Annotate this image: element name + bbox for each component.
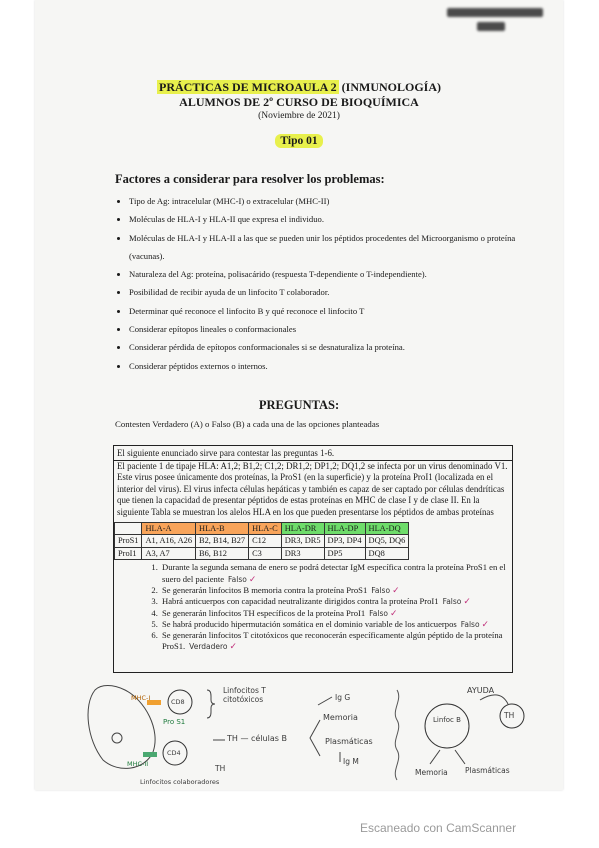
factor-item: • Considerar epítopos lineales o conformacionales	[129, 320, 549, 338]
handwritten-answer: Falso	[442, 597, 462, 607]
label-pros1: Pro S1	[163, 718, 186, 726]
handwritten-answer: Falso	[228, 574, 247, 584]
factor-item: • Determinar qué reconoce el linfocito B y qué reconoce el linfocito T	[129, 302, 549, 320]
table-cell: DR3	[281, 547, 324, 560]
table-cell: DP3, DP4	[324, 535, 365, 548]
handwritten-answer: Falso	[460, 619, 480, 629]
question-item: 1. Durante la segunda semana de enero se podrá detectar IgM específica contra la proteína ProS1 en el suero del paciente Falso ✓	[160, 562, 512, 585]
bracket-b	[310, 720, 320, 756]
table-cell: A3, A7	[142, 547, 196, 560]
label-th-right: TH	[504, 711, 515, 720]
mhc2-marker	[143, 752, 157, 757]
label-th-cells: TH — células B	[227, 734, 287, 743]
table-cell: B2, B14, B27	[196, 535, 249, 548]
question-item: 4. Se generarán linfocitos TH específicos de la proteína ProI1 Falso ✓	[160, 608, 512, 619]
label-colab: Linfocitos colaboradores	[140, 778, 220, 786]
questions-title: PREGUNTAS:	[258, 398, 340, 412]
table-header: HLA-C	[249, 522, 282, 535]
factor-item: • Considerar péptidos externos o internos.	[129, 357, 549, 375]
scanned-page	[35, 0, 563, 790]
problem-statement: El paciente 1 de tipaje HLA: A1,2; B1,2; C1,2; DR1,2; DP1,2; DQ1,2 se infecta por un virus denominado V1. Este virus posee únicamente dos proteínas, la ProS1 (en la superficie) y la proteína ProI1 (localizada en el interior del virus). El virus infecta células hepáticas y también es capaz de ser captado por células dendríticas que tienen la capacidad de presentar péptidos de estas proteínas en MHC de clase I y de clase II. En la siguiente Tabla se muestran los alelos HLA en los que pueden presentarse los péptidos de ambas proteínas	[117, 460, 508, 517]
table-header: HLA-A	[142, 522, 196, 535]
factor-item: • Moléculas de HLA-I y HLA-II que expresa el individuo.	[129, 210, 549, 228]
doc-type: Tipo 01	[35, 135, 563, 147]
table-header: HLA-B	[196, 522, 249, 535]
question-item: 6. Se generarán linfocitos T citotóxicos que reconocerán específicamente algún péptido de la proteína ProS1. Verdadero ✓	[160, 630, 512, 653]
label-linf-t: Linfocitos T citotóxicos	[223, 686, 266, 704]
factor-item: • Naturaleza del Ag: proteína, polisacárido (respuesta T-dependiente o T-independiente).	[129, 265, 549, 283]
handwritten-answer: Verdadero	[189, 642, 228, 652]
b-cell-arrows	[430, 750, 465, 764]
label-memoria-right: Memoria	[415, 768, 448, 777]
label-plasmaticas-right: Plasmáticas	[465, 766, 510, 775]
label-mhc2: MHC-II	[127, 760, 149, 768]
ayuda-arrow	[480, 695, 508, 704]
label-mhc1: MHC-I	[131, 694, 151, 702]
b-cell	[425, 704, 469, 748]
handwritten-answer: Falso	[371, 585, 391, 595]
label-memoria: Memoria	[323, 713, 358, 722]
table-cell: DR3, DR5	[281, 535, 324, 548]
check-mark-icon: ✓	[248, 573, 257, 584]
table-cell: A1, A16, A26	[142, 535, 196, 548]
factor-item: • Moléculas de HLA-I y HLA-II a las que se pueden unir los péptidos procedentes del Microorganismo o proteína (vacunas).	[129, 229, 549, 266]
factors-title: Factores a considerar para resolver los problemas:	[115, 172, 385, 186]
label-cd8: CD8	[171, 698, 185, 706]
brace	[207, 690, 215, 718]
label-cd4: CD4	[167, 749, 181, 757]
arrow-igg	[318, 697, 332, 705]
check-mark-icon: ✓	[389, 607, 398, 618]
cell-nucleus	[112, 733, 122, 743]
doc-title: PRÁCTICAS DE MICROAULA 2 (INMUNOLOGÍA)	[158, 80, 441, 94]
questions-instruction: Contesten Verdadero (A) o Falso (B) a cada una de las opciones planteadas	[115, 419, 380, 429]
label-igg: Ig G	[335, 693, 351, 702]
table-cell: C12	[249, 535, 282, 548]
table-cell: B6, B12	[196, 547, 249, 560]
table-cell: DQ8	[365, 547, 409, 560]
divider-squiggle	[395, 690, 398, 780]
check-mark-icon: ✓	[392, 584, 400, 595]
question-item: 5. Se habrá producido hipermutación somática en el dominio variable de los anticuerpos Falso ✓	[160, 619, 512, 630]
label-ayuda: AYUDA	[467, 686, 495, 695]
factor-item: • Posibilidad de recibir ayuda de un linfocito T colaborador.	[129, 283, 549, 301]
label-igm: Ig M	[343, 757, 359, 766]
table-cell: C3	[249, 547, 282, 560]
doc-subtitle: ALUMNOS DE 2º CURSO DE BIOQUÍMICA	[179, 95, 419, 109]
hand-sketch	[35, 0, 563, 790]
table-header: HLA-DR	[281, 522, 324, 535]
problem-intro: El siguiente enunciado sirve para contestar las preguntas 1-6.	[114, 446, 512, 461]
table-cell: ProS1	[115, 535, 142, 548]
doc-date: (Noviembre de 2021)	[258, 111, 340, 121]
question-item: 2. Se generarán linfocitos B memoria contra la proteína ProS1 Falso ✓	[160, 585, 512, 596]
handwritten-answer: Falso	[369, 608, 388, 618]
label-th: TH	[215, 764, 226, 773]
check-mark-icon: ✓	[481, 618, 490, 629]
table-cell: ProI1	[115, 547, 142, 560]
table-cell: DQ5, DQ6	[365, 535, 409, 548]
label-linfoc-b: Linfoc B	[433, 716, 461, 724]
table-cell: DP5	[324, 547, 365, 560]
label-plasmaticas: Plasmáticas	[325, 737, 373, 746]
check-mark-icon: ✓	[229, 641, 238, 652]
camscanner-watermark: Escaneado con CamScanner	[360, 821, 517, 835]
question-item: 3. Habrá anticuerpos con capacidad neutralizante dirigidos contra la proteína ProI1 Falso ✓	[160, 596, 512, 607]
table-header: HLA-DP	[324, 522, 365, 535]
factor-item: • Considerar pérdida de epítopos conformacionales si se desnaturaliza la proteína.	[129, 338, 549, 356]
factor-item: • Tipo de Ag: intracelular (MHC-I) o extracelular (MHC-II)	[129, 192, 549, 210]
table-header: HLA-DQ	[365, 522, 409, 535]
check-mark-icon: ✓	[463, 596, 471, 607]
